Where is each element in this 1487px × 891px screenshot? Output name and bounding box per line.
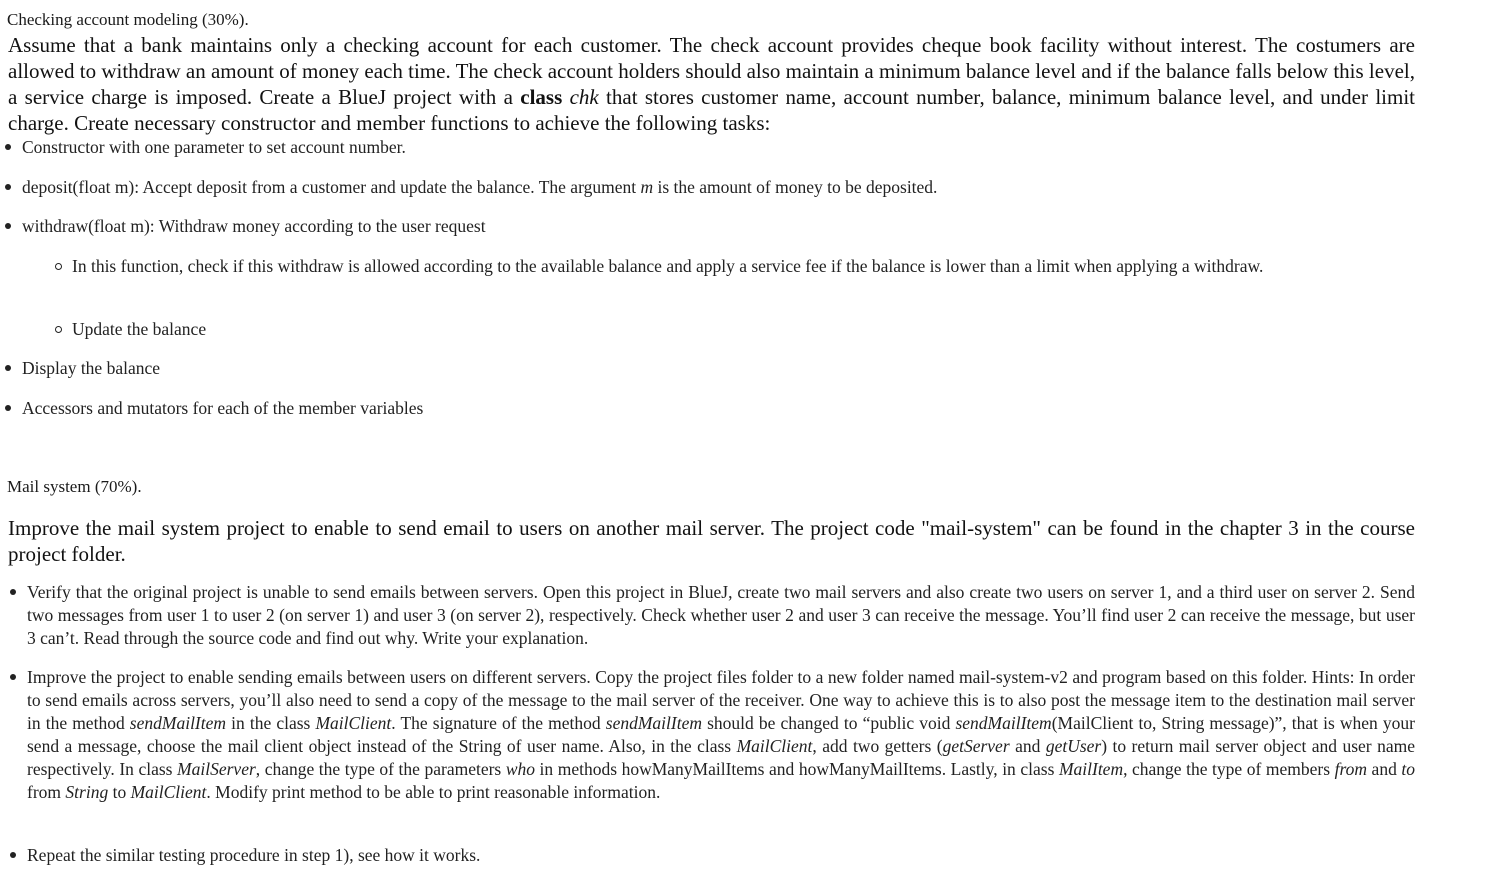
mail-improve-code-3: sendMailItem (605, 713, 702, 733)
mail-improve-code-7: getUser (1045, 736, 1102, 756)
bullet-disc-icon (10, 852, 16, 858)
mail-improve-code-14: MailClient (130, 782, 207, 802)
mail-item-repeat (27, 844, 1415, 867)
checking-subitem-update-balance-text: Update the balance (72, 319, 207, 339)
mail-improve-code-11: from (1334, 759, 1367, 779)
checking-item-constructor-text: Constructor with one parameter to set account number. (22, 137, 406, 157)
mail-improve-code-6: getServer (942, 736, 1010, 756)
checking-subitem-withdraw-check (72, 255, 1415, 278)
checking-intro-paragraph (8, 32, 1415, 136)
mail-improve-code-5: MailClient (736, 736, 813, 756)
checking-item-accessors-text: Accessors and mutators for each of the member variables (22, 398, 424, 418)
checking-item-withdraw (22, 215, 1415, 238)
checking-item-accessors (22, 397, 1415, 420)
checking-intro-text-1: Assume that a bank maintains only a checking account for each customer. The check account provides cheque book facility without interest. The costumers are allowed to withdraw an amount of money each time. The check account holders should also maintain a minimum balance level and if the balance falls below this level, a service charge is imposed. Create a BlueJ project with a (8, 33, 1415, 109)
mail-improve-text-1: Improve the project to enable sending emails between users on different servers. Copy the project files folder to a new folder named mail-system-v2 and program based on this folder. Hints: In order to send emails across servers, you’ll also need to send a copy of the message to the mail server of the receiver. One way to achieve this is to also post the message item to the destination mail server in the method (27, 667, 1415, 733)
mail-item-verify-text: Verify that the original project is unable to send emails between servers. Open this project in BlueJ, create two mail servers and also create two users on server 1, and a third user on server 2. Send two messages from user 1 to user 2 (on server 1) and user 3 (on server 2), respectively. Check whether user 2 and user 3 can receive the message. You’ll find user 2 can receive the message, but user 3 can’t. Read through the source code and find out why. Write your explanation. (27, 582, 1415, 648)
mail-improve-text-14: to (108, 782, 131, 802)
checking-intro-class-name: chk (569, 85, 599, 109)
mail-improve-text-2: in the class (226, 713, 316, 733)
mail-improve-code-8: MailServer (177, 759, 256, 779)
checking-subitem-update-balance (72, 318, 1415, 341)
mail-intro-paragraph: Improve the mail system project to enable to send email to users on another mail server. The project code "mail-system" can be found in the chapter 3 in the course project folder. (8, 516, 1415, 566)
mail-improve-text-5: (MailClient to, String message)”, that is when your send a message, choose the mail client object instead of the String of user name. Also, in the class (27, 713, 1415, 756)
bullet-disc-icon (5, 223, 11, 229)
bullet-disc-icon (10, 589, 16, 595)
mail-improve-text-13: from (27, 782, 66, 802)
bullet-disc-icon (5, 144, 11, 150)
mail-improve-text-7: and (1009, 736, 1046, 756)
mail-improve-code-13: String (65, 782, 109, 802)
bullet-disc-icon (5, 365, 11, 371)
mail-improve-code-9: who (505, 759, 535, 779)
bullet-disc-icon (5, 184, 11, 190)
checking-item-display (22, 357, 1415, 380)
checking-item-deposit-text-2: is the amount of money to be deposited. (653, 177, 938, 197)
checking-item-withdraw-text: withdraw(float m): Withdraw money according to the user request (22, 216, 486, 236)
checking-subitem-withdraw-check-text: In this function, check if this withdraw is allowed according to the available balance and apply a service fee if the balance is lower than a limit when applying a withdraw. (72, 256, 1264, 276)
mail-item-improve (27, 666, 1415, 804)
bullet-circle-icon (55, 263, 62, 270)
bullet-disc-icon (5, 405, 11, 411)
mail-improve-code-10: MailItem (1058, 759, 1124, 779)
mail-improve-text-12: and (1367, 759, 1402, 779)
mail-improve-text-11: , change the type of members (1123, 759, 1335, 779)
mail-improve-code-2: MailClient (315, 713, 392, 733)
checking-item-deposit (22, 176, 1415, 199)
checking-section-title: Checking account modeling (30%). (7, 10, 249, 29)
mail-improve-text-3: . The signature of the method (391, 713, 606, 733)
checking-item-display-text: Display the balance (22, 358, 161, 378)
bullet-circle-icon (55, 326, 62, 333)
mail-improve-text-15: . Modify print method to be able to print reasonable information. (206, 782, 661, 802)
checking-item-deposit-text-1: deposit(float m): Accept deposit from a customer and update the balance. The argument (22, 177, 641, 197)
checking-item-deposit-arg: m (640, 177, 654, 197)
mail-improve-text-8: ) to return mail server object and user name respectively. In class (27, 736, 1415, 779)
mail-improve-text-4: should be changed to “public void (702, 713, 956, 733)
mail-improve-code-12: to (1401, 759, 1415, 779)
checking-intro-text-2: that stores customer name, account number, balance, minimum balance level, and under limit charge. Create necessary constructor and member functions to achieve the following tasks: (8, 85, 1415, 135)
bullet-disc-icon (10, 674, 16, 680)
mail-improve-code-4: sendMailItem (955, 713, 1052, 733)
mail-item-verify (27, 581, 1415, 650)
mail-improve-text-10: in methods howManyMailItems and howManyMailItems. Lastly, in class (535, 759, 1059, 779)
checking-intro-class-keyword: class (520, 85, 563, 109)
mail-improve-text-6: , add two getters ( (812, 736, 943, 756)
checking-item-constructor (22, 136, 1415, 159)
mail-improve-text-9: , change the type of the parameters (255, 759, 506, 779)
mail-improve-code-1: sendMailItem (129, 713, 227, 733)
mail-section-title: Mail system (70%). (7, 477, 142, 496)
mail-item-repeat-text: Repeat the similar testing procedure in step 1), see how it works. (27, 845, 481, 865)
